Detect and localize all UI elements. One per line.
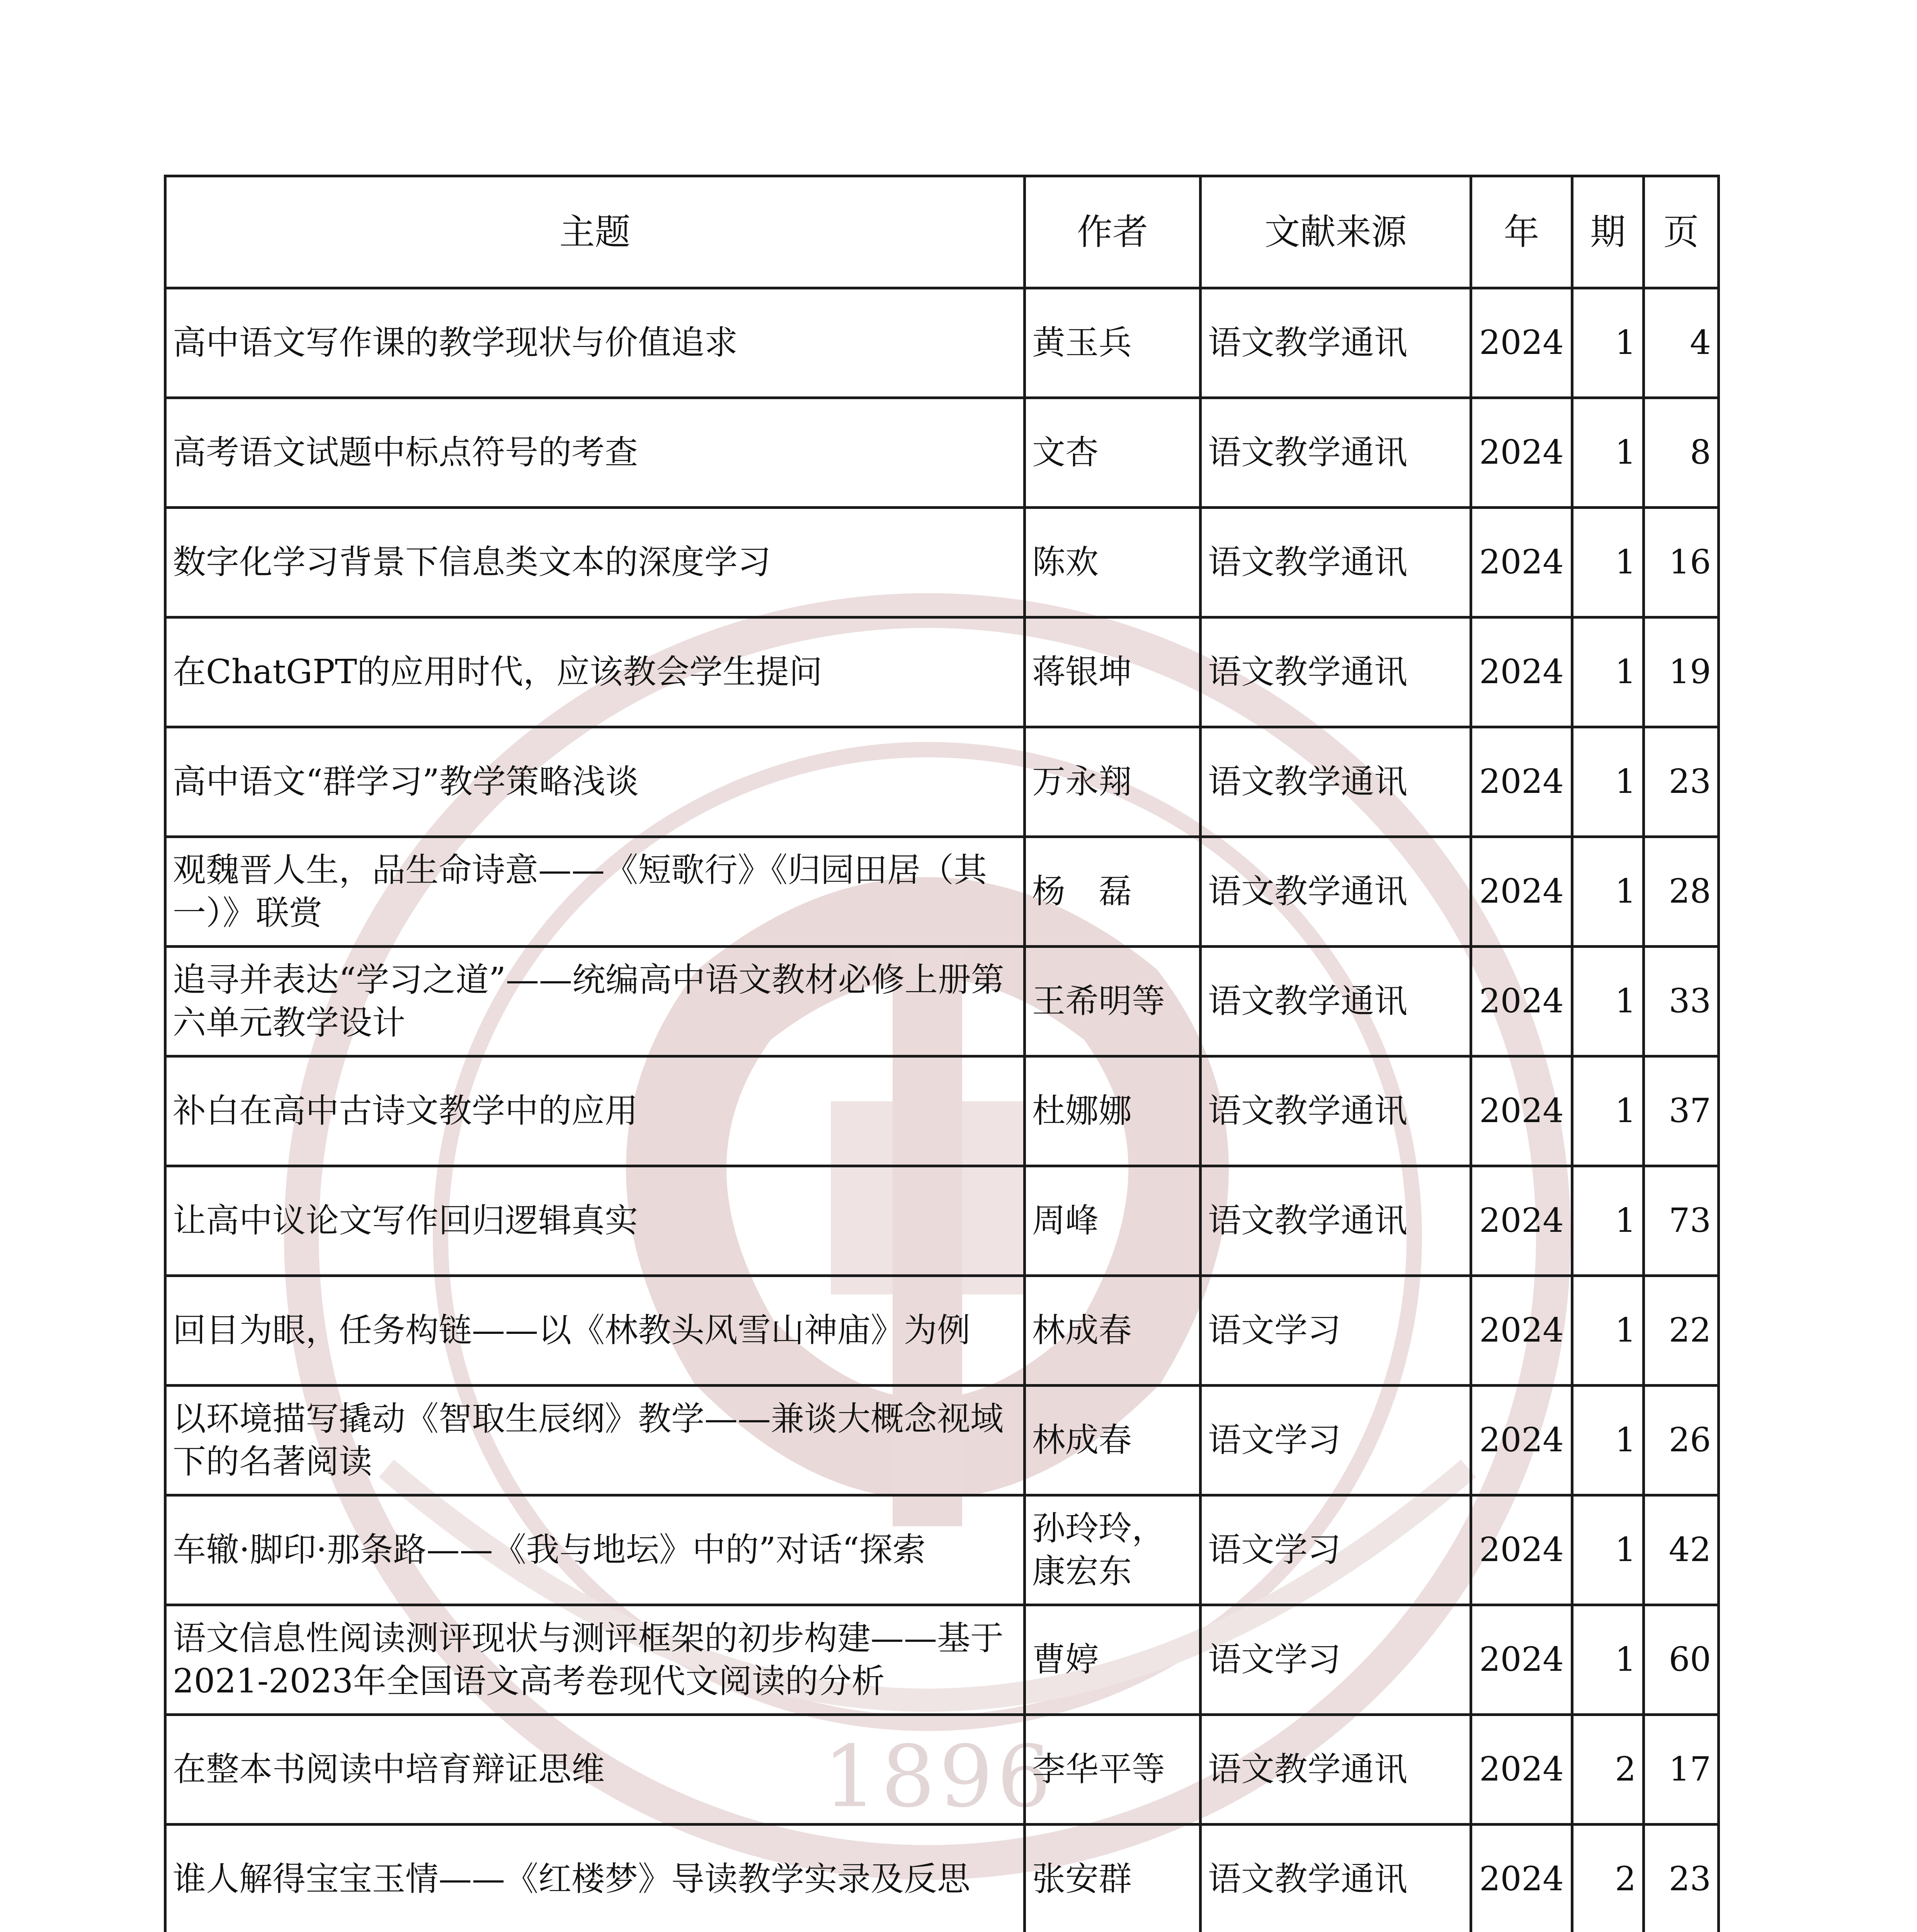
table-row (165, 1715, 1719, 1825)
table-row (165, 1166, 1719, 1276)
table-row (165, 508, 1719, 617)
cell-source: 语文教学通讯 (1201, 947, 1471, 1056)
cell-source: 语文教学通讯 (1201, 1715, 1471, 1825)
header-title: 主题 (165, 176, 1025, 288)
cell-year: 2024 (1471, 837, 1572, 947)
cell-title: 回目为眼，任务构链——以《林教头风雪山神庙》为例 (165, 1276, 1025, 1386)
cell-author: 杨 磊 (1025, 837, 1201, 947)
cell-page: 22 (1644, 1276, 1719, 1386)
cell-source: 语文教学通讯 (1201, 1825, 1471, 1932)
table-row (165, 1056, 1719, 1166)
cell-issue: 1 (1572, 727, 1644, 837)
cell-author: 李华平等 (1025, 1715, 1201, 1825)
cell-issue: 1 (1572, 288, 1644, 398)
cell-year: 2024 (1471, 1386, 1572, 1495)
cell-source: 语文学习 (1201, 1605, 1471, 1715)
cell-page: 28 (1644, 837, 1719, 947)
cell-author: 孙玲玲，康宏东 (1025, 1495, 1201, 1605)
table-row (165, 947, 1719, 1056)
table-row (165, 617, 1719, 727)
cell-author: 林成春 (1025, 1276, 1201, 1386)
cell-author: 林成春 (1025, 1386, 1201, 1495)
header-author: 作者 (1025, 176, 1201, 288)
header-source: 文献来源 (1201, 176, 1471, 288)
cell-issue: 1 (1572, 398, 1644, 508)
cell-issue: 1 (1572, 1276, 1644, 1386)
table-row (165, 1386, 1719, 1495)
article-catalog-table (164, 175, 1720, 1932)
cell-issue: 1 (1572, 1386, 1644, 1495)
header-row (165, 176, 1719, 288)
cell-author: 黄玉兵 (1025, 288, 1201, 398)
table-row (165, 727, 1719, 837)
cell-year: 2024 (1471, 1495, 1572, 1605)
table-row (165, 288, 1719, 398)
cell-title: 让高中议论文写作回归逻辑真实 (165, 1166, 1025, 1276)
cell-issue: 1 (1572, 837, 1644, 947)
cell-title: 数字化学习背景下信息类文本的深度学习 (165, 508, 1025, 617)
cell-source: 语文学习 (1201, 1276, 1471, 1386)
cell-source: 语文教学通讯 (1201, 837, 1471, 947)
table-row (165, 1276, 1719, 1386)
cell-source: 语文教学通讯 (1201, 727, 1471, 837)
cell-author: 王希明等 (1025, 947, 1201, 1056)
cell-title: 车辙·脚印·那条路——《我与地坛》中的”对话“探索 (165, 1495, 1025, 1605)
cell-page: 17 (1644, 1715, 1719, 1825)
cell-title: 语文信息性阅读测评现状与测评框架的初步构建——基于2021-2023年全国语文高考卷现代文阅读的分析 (165, 1605, 1025, 1715)
cell-year: 2024 (1471, 1825, 1572, 1932)
cell-author: 张安群 (1025, 1825, 1201, 1932)
table-row (165, 837, 1719, 947)
cell-page: 33 (1644, 947, 1719, 1056)
cell-page: 23 (1644, 727, 1719, 837)
cell-year: 2024 (1471, 1056, 1572, 1166)
cell-year: 2024 (1471, 617, 1572, 727)
cell-year: 2024 (1471, 398, 1572, 508)
cell-source: 语文学习 (1201, 1386, 1471, 1495)
cell-source: 语文教学通讯 (1201, 288, 1471, 398)
cell-issue: 1 (1572, 1495, 1644, 1605)
cell-issue: 2 (1572, 1715, 1644, 1825)
cell-issue: 1 (1572, 617, 1644, 727)
cell-author: 万永翔 (1025, 727, 1201, 837)
cell-page: 26 (1644, 1386, 1719, 1495)
cell-year: 2024 (1471, 727, 1572, 837)
watermark-year: 1896 (823, 1727, 1055, 1826)
cell-title: 补白在高中古诗文教学中的应用 (165, 1056, 1025, 1166)
cell-source: 语文学习 (1201, 1495, 1471, 1605)
cell-title: 谁人解得宝宝玉情——《红楼梦》导读教学实录及反思 (165, 1825, 1025, 1932)
cell-author: 蒋银坤 (1025, 617, 1201, 727)
cell-source: 语文教学通讯 (1201, 617, 1471, 727)
cell-title: 高中语文“群学习”教学策略浅谈 (165, 727, 1025, 837)
cell-author: 周峰 (1025, 1166, 1201, 1276)
cell-issue: 1 (1572, 947, 1644, 1056)
cell-author: 杜娜娜 (1025, 1056, 1201, 1166)
cell-page: 19 (1644, 617, 1719, 727)
header-page: 页 (1644, 176, 1719, 288)
cell-source: 语文教学通讯 (1201, 398, 1471, 508)
cell-issue: 2 (1572, 1825, 1644, 1932)
cell-title: 高中语文写作课的教学现状与价值追求 (165, 288, 1025, 398)
cell-page: 4 (1644, 288, 1719, 398)
cell-page: 16 (1644, 508, 1719, 617)
cell-page: 60 (1644, 1605, 1719, 1715)
cell-year: 2024 (1471, 947, 1572, 1056)
cell-year: 2024 (1471, 1276, 1572, 1386)
cell-title: 以环境描写撬动《智取生辰纲》教学——兼谈大概念视域下的名著阅读 (165, 1386, 1025, 1495)
cell-title: 观魏晋人生，品生命诗意——《短歌行》《归园田居（其一）》联赏 (165, 837, 1025, 947)
table-row (165, 1495, 1719, 1605)
table-row (165, 1605, 1719, 1715)
header-issue: 期 (1572, 176, 1644, 288)
cell-page: 37 (1644, 1056, 1719, 1166)
cell-year: 2024 (1471, 288, 1572, 398)
table-row (165, 1825, 1719, 1932)
header-year: 年 (1471, 176, 1572, 288)
cell-source: 语文教学通讯 (1201, 508, 1471, 617)
cell-source: 语文教学通讯 (1201, 1056, 1471, 1166)
cell-page: 23 (1644, 1825, 1719, 1932)
cell-issue: 1 (1572, 1605, 1644, 1715)
cell-page: 73 (1644, 1166, 1719, 1276)
cell-title: 在ChatGPT的应用时代，应该教会学生提问 (165, 617, 1025, 727)
cell-year: 2024 (1471, 1166, 1572, 1276)
cell-year: 2024 (1471, 508, 1572, 617)
cell-author: 陈欢 (1025, 508, 1201, 617)
table-row (165, 398, 1719, 508)
cell-issue: 1 (1572, 508, 1644, 617)
cell-page: 8 (1644, 398, 1719, 508)
cell-page: 42 (1644, 1495, 1719, 1605)
cell-issue: 1 (1572, 1056, 1644, 1166)
cell-year: 2024 (1471, 1605, 1572, 1715)
cell-issue: 1 (1572, 1166, 1644, 1276)
cell-author: 文杏 (1025, 398, 1201, 508)
cell-author: 曹婷 (1025, 1605, 1201, 1715)
cell-title: 追寻并表达“学习之道”——统编高中语文教材必修上册第六单元教学设计 (165, 947, 1025, 1056)
cell-source: 语文教学通讯 (1201, 1166, 1471, 1276)
cell-title: 在整本书阅读中培育辩证思维 (165, 1715, 1025, 1825)
cell-title: 高考语文试题中标点符号的考查 (165, 398, 1025, 508)
cell-year: 2024 (1471, 1715, 1572, 1825)
